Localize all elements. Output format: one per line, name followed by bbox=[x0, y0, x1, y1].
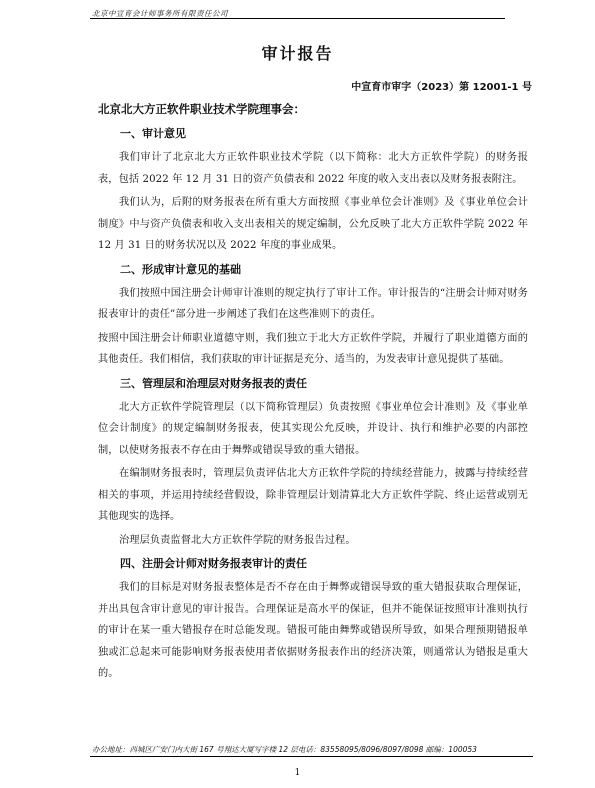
paragraph: 治理层负责监督北大方正软件学院的财务报告过程。 bbox=[119, 534, 356, 546]
footer-rule bbox=[90, 756, 533, 757]
section-heading: 四、注册会计师对财务报表审计的责任 bbox=[120, 557, 307, 570]
section-heading: 一、审计意见 bbox=[120, 127, 186, 140]
document-title: 审计报告 bbox=[261, 44, 334, 63]
header-rule bbox=[90, 18, 505, 19]
footer-address: 办公地址：西城区广安门内大街 167 号翔达大厦写字楼 12 层电话：83558095/8096/8097/8098 邮编：100053 bbox=[92, 745, 477, 754]
report-body bbox=[98, 121, 528, 687]
page-number: 1 bbox=[294, 768, 301, 778]
paragraph: 我们按照中国注册会计师审计准则的规定执行了审计工作。审计报告的“注册会计师对财务报表审计的责任”部分进一步阐述了我们在这些准则下的责任。 bbox=[98, 287, 528, 320]
paragraph: 我们审计了北京北大方正软件职业技术学院（以下简称：北大方正软件学院）的财务报表，包括 2022 年 12 月 31 日的资产负债表和 2022 年度的收入支出表以及财务报表附注。 bbox=[98, 152, 528, 185]
document-number: 中宣育市审字（2023）第 12001-1 号 bbox=[351, 82, 532, 93]
section-heading: 二、形成审计意见的基础 bbox=[120, 262, 241, 276]
section-heading: 三、管理层和治理层对财务报表的责任 bbox=[120, 376, 307, 390]
addressee: 北京北大方正软件职业技术学院理事会： bbox=[98, 102, 305, 116]
paragraph: 按照中国注册会计师职业道德守则，我们独立于北大方正软件学院，并履行了职业道德方面的其他责任。我们相信，我们获取的审计证据是充分、适当的，为发表审计意见提供了基础。 bbox=[98, 332, 528, 365]
paragraph: 北大方正软件学院管理层（以下简称管理层）负责按照《事业单位会计准则》及《事业单位会计制度》的规定编制财务报表，使其实现公允反映，并设计、执行和维护必要的内部控制，以使财务报表不存在由于舞弊或错误导致的重大错报。 bbox=[98, 401, 528, 456]
paragraph: 我们认为，后附的财务报表在所有重大方面按照《事业单位会计准则》及《事业单位会计制度》中与资产负债表和收入支出表相关的规定编制，公允反映了北大方正软件学院 2022 年 12 月 31 日的财务状况以及 2022 年度的事业成果。 bbox=[98, 197, 528, 251]
paragraph: 在编制财务报表时，管理层负责评估北大方正软件学院的持续经营能力，披露与持续经营相关的事项，并运用持续经营假设，除非管理层计划清算北大方正软件学院、终止运营或别无其他现实的选择。 bbox=[98, 468, 528, 522]
paragraph: 我们的目标是对财务报表整体是否不存在由于舞弊或错误导致的重大错报获取合理保证，并出具包含审计意见的审计报告。合理保证是高水平的保证，但并不能保证按照审计准则执行的审计在某一重大错报存在时总能发现。错报可能由舞弊或错误所导致，如果合理预期错报单独或汇总起来可能影响财务报表使用者依据财务报表作出的经济决策，则通常认为错报是重大的。 bbox=[98, 582, 528, 679]
firm-name-header: 北京中宣育会计师事务所有限责任公司 bbox=[92, 9, 228, 18]
